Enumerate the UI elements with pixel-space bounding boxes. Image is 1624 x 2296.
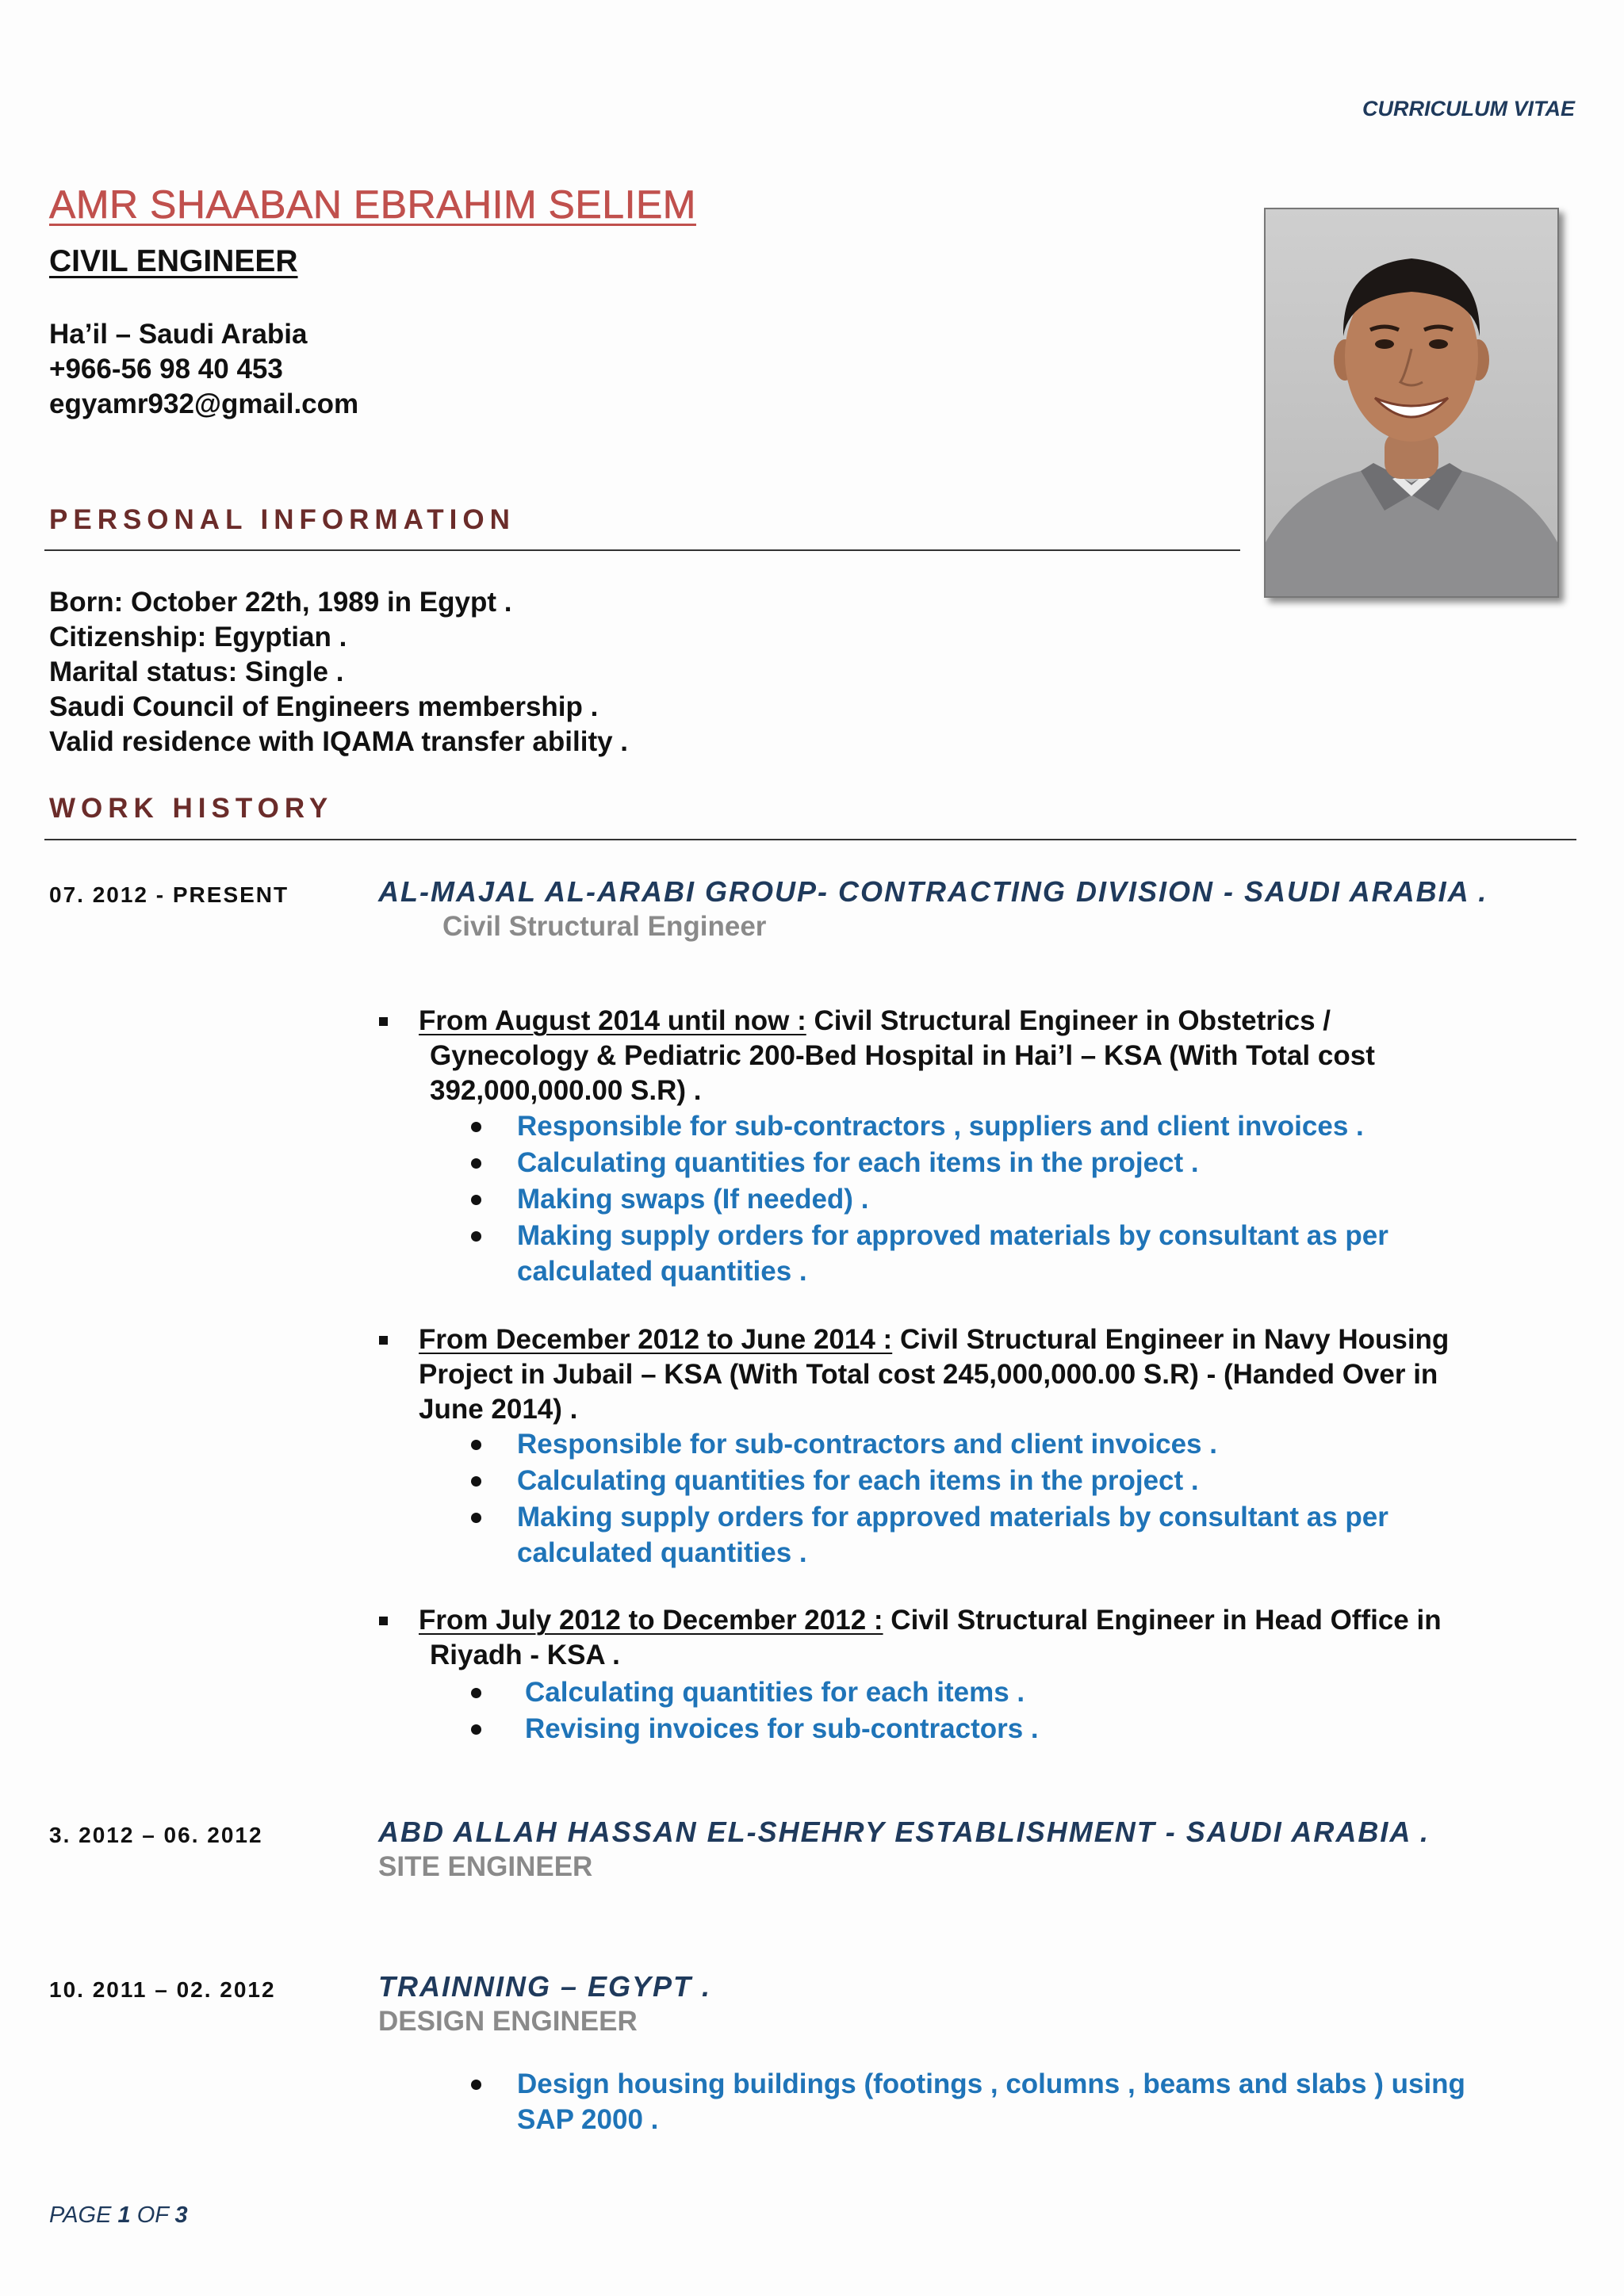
job-role: DESIGN ENGINEER (378, 2006, 638, 2037)
project-line: Project in Jubail – KSA (With Total cost 245,000,000.00 S.R) - (Handed Over in (419, 1359, 1438, 1390)
citizenship-info: Citizenship: Egyptian . (49, 622, 347, 652)
job-role: SITE ENGINEER (378, 1851, 593, 1882)
document-label: CURRICULUM VITAE (1362, 97, 1575, 121)
bullet-icon (471, 1688, 481, 1698)
section-title-work-history: WORK HISTORY (49, 793, 334, 824)
project-period: From July 2012 to December 2012 : (419, 1605, 883, 1636)
bullet-icon (471, 1158, 481, 1169)
task-item: Calculating quantities for each items in the project . (517, 1463, 1388, 1499)
project-entry (379, 1004, 1568, 1115)
project-line: June 2014) . (419, 1394, 578, 1425)
project-line: 392,000,000.00 S.R) . (430, 1075, 702, 1106)
project-line: Riyadh - KSA . (430, 1640, 620, 1670)
task-list (525, 1674, 1039, 1747)
bullet-icon (471, 1513, 481, 1523)
job-employer: TRAINNING – EGYPT . (378, 1970, 712, 2003)
task-list (517, 1426, 1388, 1571)
marital-status-info: Marital status: Single . (49, 656, 344, 687)
job-dates: 10. 2011 – 02. 2012 (49, 1977, 276, 2002)
job-dates: 07. 2012 - PRESENT (49, 882, 289, 907)
bullet-icon (471, 1122, 481, 1132)
task-item: Responsible for sub-contractors , suppliers and client invoices . (517, 1108, 1388, 1145)
birth-info: Born: October 22th, 1989 in Egypt . (49, 587, 512, 618)
task-list (517, 1108, 1388, 1289)
job-employer: AL-MAJAL AL-ARABI GROUP- CONTRACTING DIVISION - SAUDI ARABIA . (378, 875, 1488, 908)
task-item: Calculating quantities for each items in the project . (517, 1145, 1388, 1181)
section-title-personal-information: PERSONAL INFORMATION (49, 504, 515, 535)
section-divider (44, 549, 1240, 551)
project-line: From August 2014 until now : Civil Structural Engineer in Obstetrics / (419, 1005, 1331, 1036)
project-entry (379, 1322, 1568, 1433)
project-entry (379, 1603, 1568, 1679)
task-item: Responsible for sub-contractors and client invoices . (517, 1426, 1388, 1463)
bullet-icon (471, 1231, 481, 1242)
square-bullet-icon (379, 1617, 388, 1625)
bullet-icon (471, 2080, 481, 2090)
section-divider (44, 839, 1576, 840)
project-period: From August 2014 until now : (419, 1005, 806, 1036)
bullet-icon (471, 1724, 481, 1735)
job-role: Civil Structural Engineer (442, 911, 767, 942)
phone-number: +966-56 98 40 453 (49, 354, 283, 385)
task-item: Revising invoices for sub-contractors . (525, 1711, 1039, 1747)
job-employer: ABD ALLAH HASSAN EL-SHEHRY ESTABLISHMENT - SAUDI ARABIA . (378, 1816, 1431, 1848)
project-line: From December 2012 to June 2014 : Civil Structural Engineer in Navy Housing (419, 1324, 1450, 1355)
personal-info-list (49, 585, 628, 760)
portrait-image (1266, 209, 1557, 596)
bullet-icon (471, 1195, 481, 1205)
task-item-continuation: calculated quantities . (517, 1256, 807, 1287)
task-item: Design housing buildings (footings , columns , beams and slabs ) using (517, 2066, 1465, 2103)
membership-info: Saudi Council of Engineers membership . (49, 691, 599, 722)
project-line: Gynecology & Pediatric 200-Bed Hospital in Hai’l – KSA (With Total cost (430, 1040, 1375, 1071)
square-bullet-icon (379, 1017, 388, 1026)
task-item-continuation: SAP 2000 . (517, 2104, 659, 2135)
task-item: Making supply orders for approved materials by consultant as per (517, 1499, 1388, 1536)
project-line: From July 2012 to December 2012 : Civil Structural Engineer in Head Office in (419, 1605, 1442, 1636)
profile-photo (1264, 208, 1559, 598)
task-list (517, 2066, 1465, 2137)
bullet-icon (471, 1440, 481, 1450)
task-item-continuation: calculated quantities . (517, 1537, 807, 1568)
task-item: Making swaps (If needed) . (517, 1181, 1388, 1218)
candidate-name: AMR SHAABAN EBRAHIM SELIEM (49, 182, 696, 227)
contact-block (49, 317, 358, 422)
project-period: From December 2012 to June 2014 : (419, 1324, 893, 1355)
bullet-icon (471, 1476, 481, 1487)
task-item: Calculating quantities for each items . (525, 1674, 1039, 1711)
location: Ha’il – Saudi Arabia (49, 319, 308, 350)
email-address[interactable]: egyamr932@gmail.com (49, 388, 359, 419)
profession-title: CIVIL ENGINEER (49, 244, 298, 278)
job-dates: 3. 2012 – 06. 2012 (49, 1823, 263, 1847)
page-number: PAGE 1 OF 3 (49, 2202, 188, 2228)
square-bullet-icon (379, 1336, 388, 1345)
residence-info: Valid residence with IQAMA transfer ability . (49, 726, 629, 757)
task-item: Making supply orders for approved materials by consultant as per (517, 1218, 1388, 1254)
